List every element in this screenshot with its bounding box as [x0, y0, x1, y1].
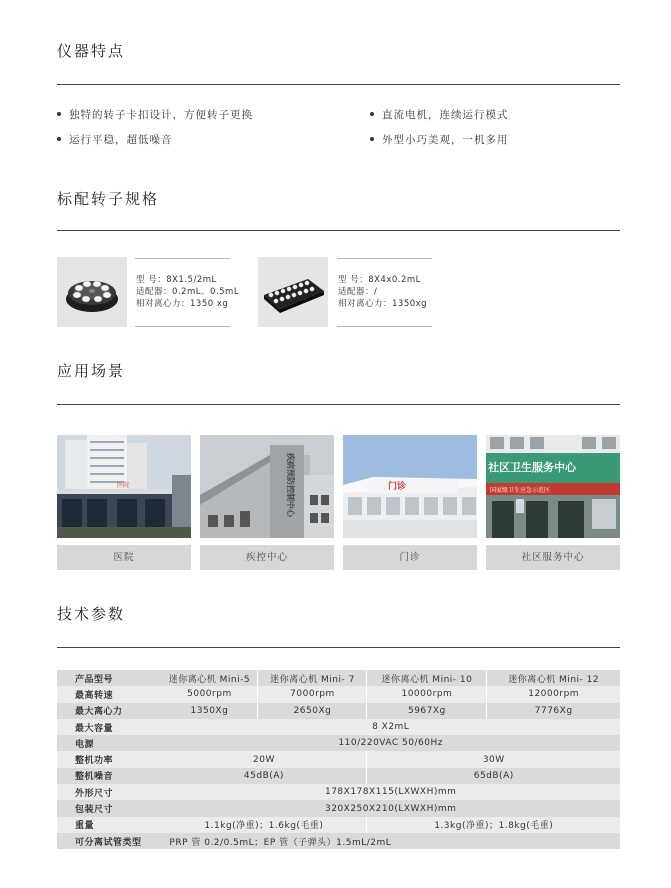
table-row [57, 768, 620, 784]
table-row [57, 833, 620, 849]
divider [57, 84, 620, 85]
bullet-icon [57, 112, 61, 116]
row-label: 最大离心力 [57, 703, 161, 719]
row-label: 最高转速 [57, 686, 161, 702]
scene-sign: 医院 [117, 482, 130, 489]
table-cell: 8 X2mL [161, 719, 620, 735]
table-row [57, 735, 620, 751]
spec-divider [135, 258, 230, 259]
scene-subsign: 国家级卫生应急示范区 [490, 487, 551, 494]
table-row [57, 800, 620, 816]
table-cell: 1350Xg [161, 703, 258, 719]
rotor-spec-1 [136, 274, 239, 310]
table-cell: 320X250X210(LXWXH)mm [161, 800, 620, 816]
table-cell: 10000rpm [367, 686, 487, 702]
table-cell: 5000rpm [161, 686, 258, 702]
community-center-photo [486, 435, 620, 538]
rotor-adapter: 适配器：0.2mL、0.5mL [136, 287, 240, 297]
scene-sign: 疾病预防控制中心 [286, 453, 295, 517]
row-label: 可分离试管类型 [57, 833, 161, 849]
spec-divider [135, 326, 230, 327]
table-row [57, 719, 620, 735]
spec-table [57, 670, 620, 849]
row-label: 电源 [57, 735, 161, 751]
bullet-icon [370, 137, 374, 141]
table-cell: 110/220VAC 50/60Hz [161, 735, 620, 751]
table-cell: 迷你离心机 Mini- 7 [258, 670, 367, 686]
clinic-photo [343, 435, 477, 538]
rotor-rcf: 相对离心力：1350 xg [136, 299, 229, 309]
table-cell: 2650Xg [258, 703, 367, 719]
row-label: 整机噪音 [57, 768, 161, 784]
table-cell: 7776Xg [487, 703, 620, 719]
table-cell: 20W [161, 751, 367, 767]
bullet-icon [57, 137, 61, 141]
rotor-8x2ml-image [57, 257, 127, 327]
rotor-strip-image [258, 257, 328, 327]
table-cell: 5967Xg [367, 703, 487, 719]
table-cell: PRP 管 0.2/0.5mL；EP 管（子弹头）1.5mL/2mL [161, 833, 620, 849]
scenes-title: 应用场景 [57, 362, 126, 380]
table-cell: 迷你离心机 Mini- 10 [367, 670, 487, 686]
scene-caption: 疾控中心 [200, 545, 334, 570]
scene-sign: 社区卫生服务中心 [488, 461, 576, 474]
table-cell: 65dB(A) [367, 768, 620, 784]
cdc-photo [200, 435, 334, 538]
features-title: 仪器特点 [57, 42, 126, 60]
table-cell: 7000rpm [258, 686, 367, 702]
row-label: 重量 [57, 817, 161, 833]
row-label: 最大容量 [57, 719, 161, 735]
rotor-model: 型 号：8X4x0.2mL [338, 275, 421, 285]
feature-text: 运行平稳，超低噪音 [69, 134, 173, 146]
divider [57, 404, 620, 405]
feature-item [57, 132, 173, 147]
table-cell: 12000rpm [487, 686, 620, 702]
scene-sign: 门诊 [388, 482, 407, 492]
table-cell: 1.3kg(净重)；1.8kg(毛重) [367, 817, 620, 833]
row-label: 产品型号 [57, 670, 161, 686]
rotor-adapter: 适配器：/ [338, 287, 378, 297]
rotor-title: 标配转子规格 [57, 190, 160, 208]
row-label: 包装尺寸 [57, 800, 161, 816]
feature-text: 独特的转子卡扣设计，方便转子更换 [69, 109, 253, 121]
table-row [57, 784, 620, 800]
bullet-icon [370, 112, 374, 116]
scene-caption: 医院 [57, 545, 191, 570]
rotor-spec-2 [338, 274, 427, 310]
feature-item [57, 107, 253, 122]
table-row [57, 751, 620, 767]
table-cell: 45dB(A) [161, 768, 367, 784]
table-cell: 1.1kg(净重)；1.6kg(毛重) [161, 817, 367, 833]
params-title: 技术参数 [57, 605, 126, 623]
rotor-model: 型 号：8X1.5/2mL [136, 275, 217, 285]
row-label: 整机功率 [57, 751, 161, 767]
rotor-rcf: 相对离心力：1350xg [338, 299, 428, 309]
table-row [57, 686, 620, 702]
row-label: 外形尺寸 [57, 784, 161, 800]
table-row [57, 703, 620, 719]
scene-caption: 社区服务中心 [486, 545, 620, 570]
table-row [57, 670, 620, 686]
feature-item [370, 107, 509, 122]
table-cell: 30W [367, 751, 620, 767]
table-cell: 迷你离心机 Mini- 12 [487, 670, 620, 686]
divider [57, 230, 620, 231]
spec-divider [337, 258, 432, 259]
feature-item [370, 132, 509, 147]
feature-text: 直流电机，连续运行模式 [382, 109, 509, 121]
table-cell: 178X178X115(LXWXH)mm [161, 784, 620, 800]
spec-divider [337, 326, 432, 327]
divider [57, 647, 620, 648]
feature-text: 外型小巧美观，一机多用 [382, 134, 509, 146]
table-row [57, 817, 620, 833]
scene-caption: 门诊 [343, 545, 477, 570]
hospital-photo [57, 435, 191, 538]
table-cell: 迷你离心机 Mini-5 [161, 670, 258, 686]
